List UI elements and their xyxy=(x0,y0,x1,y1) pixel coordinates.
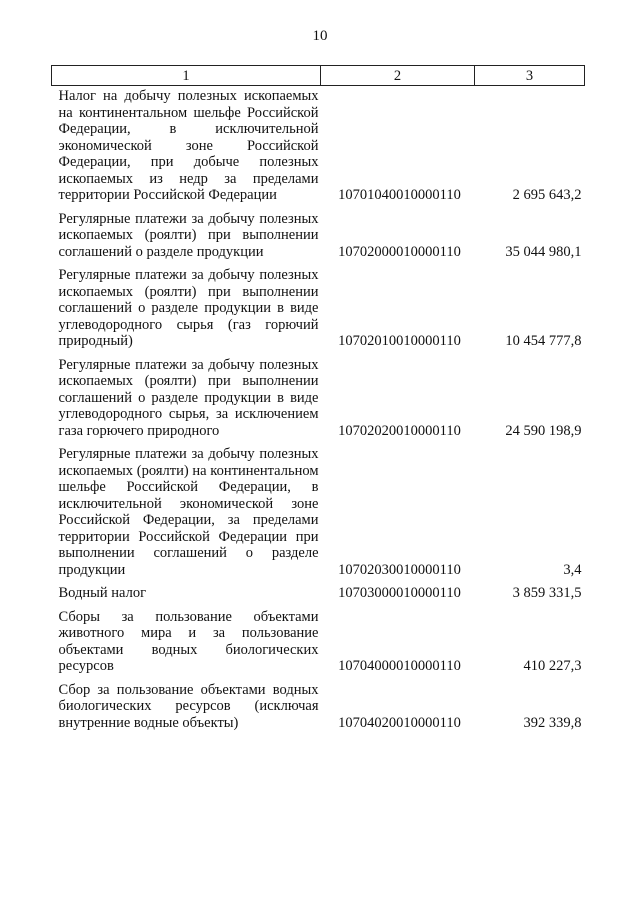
revenue-name: Регулярные платежи за добычу полезных ископаемых (роялти) при выполнении соглашений о разделе продукции в виде углеводородного сырья, за исключением газа горючего природного xyxy=(58,356,319,439)
table-row xyxy=(52,86,585,206)
classification-code: 10701040010000110 xyxy=(338,187,461,203)
revenue-name-cell xyxy=(52,677,321,734)
classification-code: 10702030010000110 xyxy=(338,561,461,578)
amount-cell xyxy=(475,580,585,604)
classification-code-cell xyxy=(321,580,475,604)
revenue-name: Регулярные платежи за добычу полезных ископаемых (роялти) при выполнении соглашений о разделе продукции в виде углеводородного сырья (газ горючий природный) xyxy=(58,267,319,349)
revenue-name-cell xyxy=(52,262,321,352)
header-column-1: 1 xyxy=(52,66,321,86)
amount-cell xyxy=(475,441,585,580)
table-row xyxy=(52,262,585,352)
amount: 2 695 643,2 xyxy=(512,187,582,203)
classification-code-cell xyxy=(321,206,475,263)
page-number: 10 xyxy=(312,28,328,44)
header-column-2: 2 xyxy=(321,66,475,86)
revenue-name-cell xyxy=(52,580,321,604)
revenue-name: Сбор за пользование объектами водных биологических ресурсов (исключая внутренние водные объекты) xyxy=(58,681,319,731)
amount-cell xyxy=(475,262,585,352)
classification-code-cell xyxy=(321,352,475,442)
amount: 10 454 777,8 xyxy=(505,333,582,349)
revenue-name-cell xyxy=(52,86,321,206)
classification-code-cell xyxy=(321,86,475,206)
classification-code: 10702020010000110 xyxy=(338,422,461,439)
amount: 35 044 980,1 xyxy=(505,243,582,260)
classification-code-cell xyxy=(321,604,475,677)
table-header-row xyxy=(52,66,585,86)
revenue-name-cell xyxy=(52,206,321,263)
amount-cell xyxy=(475,604,585,677)
revenue-name: Водный налог xyxy=(58,585,147,601)
classification-code: 10702010010000110 xyxy=(338,333,461,349)
revenue-name-cell xyxy=(52,441,321,580)
budget-revenue-table xyxy=(51,65,585,733)
header-column-3: 3 xyxy=(475,66,585,86)
table-row xyxy=(52,604,585,677)
amount: 3,4 xyxy=(563,561,582,578)
amount-cell xyxy=(475,86,585,206)
amount-cell xyxy=(475,677,585,734)
classification-code: 10702000010000110 xyxy=(338,243,461,260)
amount: 410 227,3 xyxy=(523,658,582,674)
revenue-name: Регулярные платежи за добычу полезных ископаемых (роялти) на континентальном шельфе Российской Федерации, в исключительной экономической зоне Российской Федерации, за пределами территории Российской Федерации при выполнении соглашений о разделе продукции xyxy=(58,446,319,578)
classification-code: 10704020010000110 xyxy=(338,714,461,731)
table-row xyxy=(52,206,585,263)
revenue-name-cell xyxy=(52,604,321,677)
classification-code: 10704000010000110 xyxy=(338,658,461,674)
revenue-name-cell xyxy=(52,352,321,442)
amount-cell xyxy=(475,206,585,263)
amount-cell xyxy=(475,352,585,442)
classification-code-cell xyxy=(321,262,475,352)
table-row xyxy=(52,352,585,442)
revenue-name: Сборы за пользование объектами животного мира и за пользование объектами водных биологических ресурсов xyxy=(58,608,319,674)
amount: 3 859 331,5 xyxy=(512,585,582,601)
classification-code-cell xyxy=(321,441,475,580)
revenue-name: Налог на добычу полезных ископаемых на континентальном шельфе Российской Федерации, в исключительной экономической зоне Российской Федерации, при добыче полезных ископаемых из недр за пределами территории Российской Федерации xyxy=(58,88,319,203)
classification-code-cell xyxy=(321,677,475,734)
classification-code: 10703000010000110 xyxy=(338,585,461,601)
table-row xyxy=(52,580,585,604)
table-header xyxy=(52,66,585,86)
revenue-name: Регулярные платежи за добычу полезных ископаемых (роялти) при выполнении соглашений о разделе продукции xyxy=(58,210,319,260)
table-body xyxy=(52,86,585,734)
table-row xyxy=(52,677,585,734)
table-row xyxy=(52,441,585,580)
amount: 392 339,8 xyxy=(523,714,582,731)
amount: 24 590 198,9 xyxy=(505,422,582,439)
